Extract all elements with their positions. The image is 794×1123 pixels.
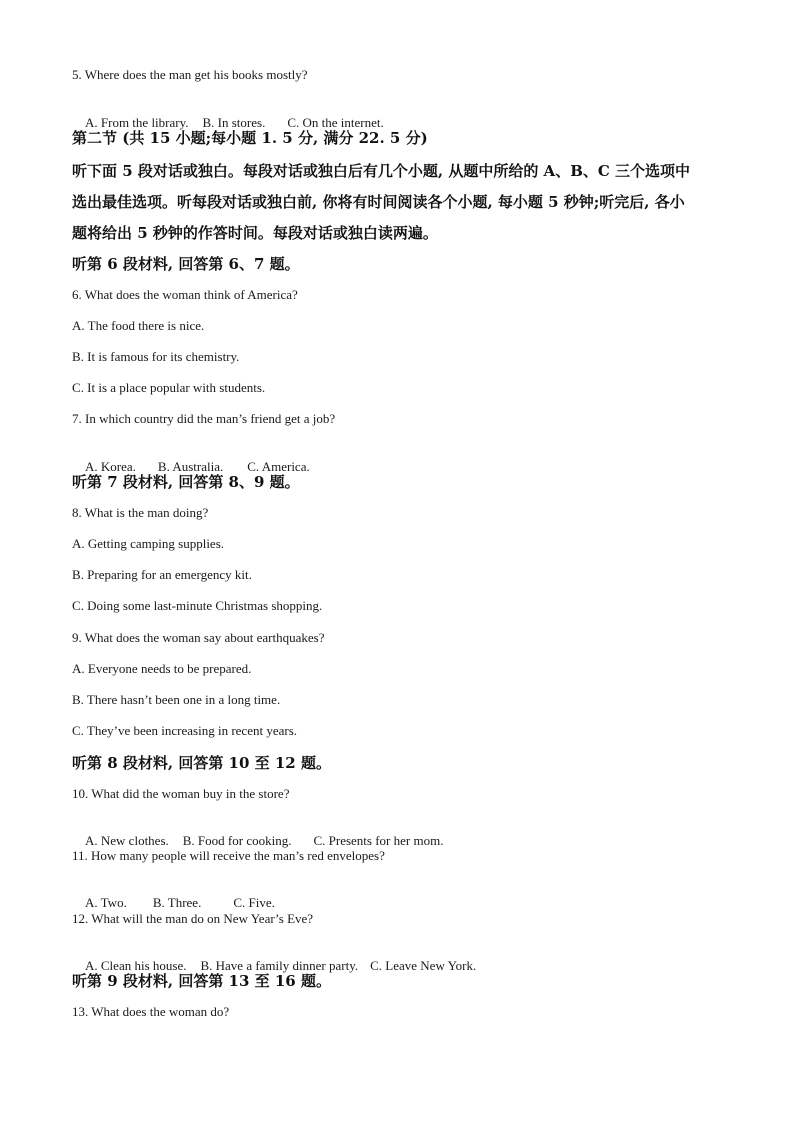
question-13: 13. What does the woman do? bbox=[72, 1004, 230, 1019]
option-b: B. In stores. bbox=[202, 115, 266, 130]
option-a: A. Clean his house. bbox=[85, 958, 187, 973]
question-6-option-c: C. It is a place popular with students. bbox=[72, 380, 266, 395]
question-6-option-b: B. It is famous for its chemistry. bbox=[72, 349, 240, 364]
option-a: A. New clothes. bbox=[85, 833, 169, 848]
question-7: 7. In which country did the man’s friend get a job? bbox=[72, 411, 336, 426]
question-9-option-c: C. They’ve been increasing in recent years. bbox=[72, 723, 297, 738]
question-8: 8. What is the man doing? bbox=[72, 505, 209, 520]
instructions-line-3: 题将给出 5 秒钟的作答时间。每段对话或独白读两遍。 bbox=[72, 224, 438, 242]
question-5: 5. Where does the man get his books mostly? bbox=[72, 67, 308, 82]
question-9: 9. What does the woman say about earthquakes? bbox=[72, 630, 325, 645]
question-12: 12. What will the man do on New Year’s Eve? bbox=[72, 911, 314, 926]
question-6: 6. What does the woman think of America? bbox=[72, 287, 298, 302]
option-b: B. Australia. bbox=[157, 459, 224, 474]
option-b: B. Three. bbox=[152, 895, 202, 910]
part2-heading: 第二节 (共 15 小题;每小题 1. 5 分, 满分 22. 5 分) bbox=[72, 129, 428, 147]
option-c: C. America. bbox=[247, 459, 310, 474]
option-b: B. Food for cooking. bbox=[182, 833, 292, 848]
question-8-option-a: A. Getting camping supplies. bbox=[72, 536, 225, 551]
option-c: C. Leave New York. bbox=[370, 958, 477, 973]
question-10: 10. What did the woman buy in the store? bbox=[72, 786, 290, 801]
option-a: A. Korea. bbox=[85, 459, 136, 474]
question-9-option-a: A. Everyone needs to be prepared. bbox=[72, 661, 252, 676]
material-6-title: 听第 6 段材料, 回答第 6、7 题。 bbox=[72, 255, 300, 273]
question-11: 11. How many people will receive the man’s red envelopes? bbox=[72, 848, 385, 863]
material-7-title: 听第 7 段材料, 回答第 8、9 题。 bbox=[72, 473, 300, 491]
question-8-option-c: C. Doing some last-minute Christmas shopping. bbox=[72, 598, 323, 613]
option-b: B. Have a family dinner party. bbox=[200, 958, 359, 973]
material-9-title: 听第 9 段材料, 回答第 13 至 16 题。 bbox=[72, 972, 331, 990]
option-a: A. Two. bbox=[85, 895, 127, 910]
material-8-title: 听第 8 段材料, 回答第 10 至 12 题。 bbox=[72, 754, 331, 772]
question-9-option-b: B. There hasn’t been one in a long time. bbox=[72, 692, 281, 707]
instructions-line-1: 听下面 5 段对话或独白。每段对话或独白后有几个小题, 从题中所给的 A、B、C 三个选项中 bbox=[72, 162, 691, 180]
option-c: C. On the internet. bbox=[287, 115, 384, 130]
question-6-option-a: A. The food there is nice. bbox=[72, 318, 205, 333]
option-c: C. Five. bbox=[233, 895, 275, 910]
option-c: C. Presents for her mom. bbox=[313, 833, 444, 848]
question-8-option-b: B. Preparing for an emergency kit. bbox=[72, 567, 252, 582]
instructions-line-2: 选出最佳选项。听每段对话或独白前, 你将有时间阅读各个小题, 每小题 5 秒钟;听完后, 各小 bbox=[72, 193, 685, 211]
option-a: A. From the library. bbox=[85, 115, 189, 130]
